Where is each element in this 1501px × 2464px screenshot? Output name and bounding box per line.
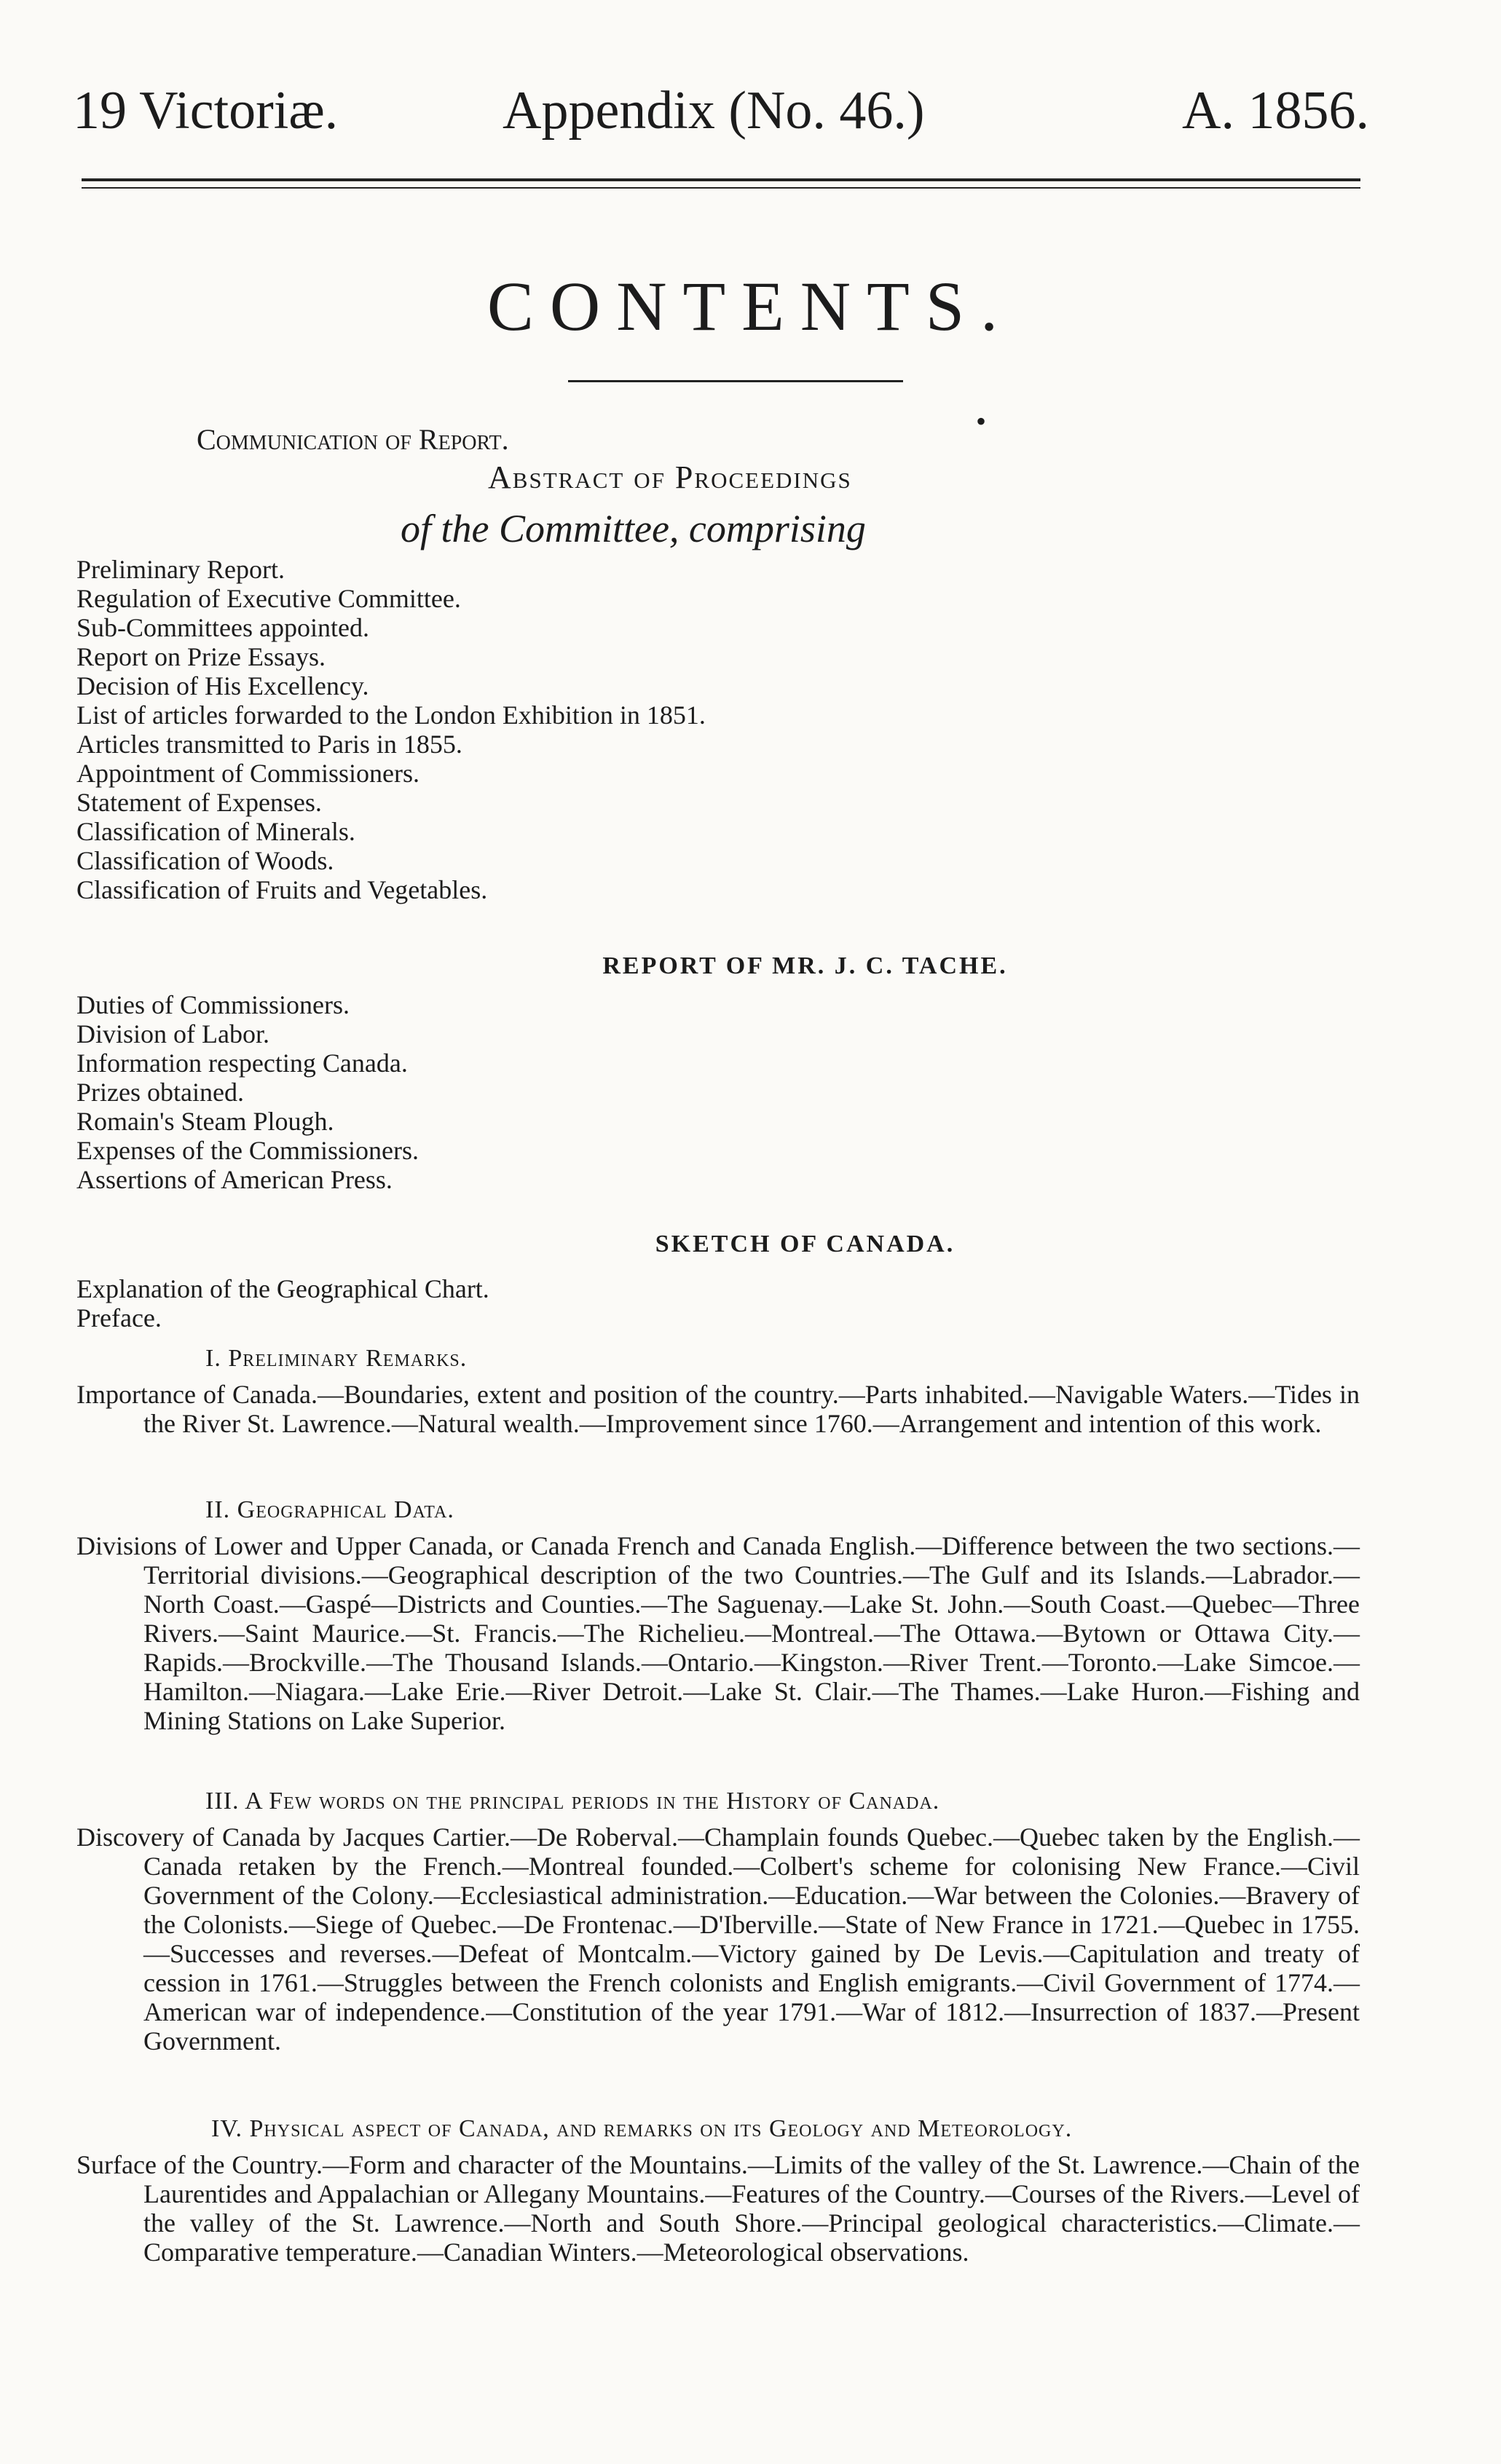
list-item: Expenses of the Commissioners. — [76, 1136, 419, 1165]
list-item: Decision of His Excellency. — [76, 671, 369, 700]
page-title: CONTENTS. — [486, 267, 1015, 345]
abstract-heading: Abstract of Proceedings — [488, 459, 852, 495]
list-item: Information respecting Canada. — [76, 1049, 408, 1078]
header-rule-thick — [82, 178, 1360, 181]
header-year: A. 1856. — [1182, 81, 1369, 141]
list-item: Classification of Minerals. — [76, 817, 355, 846]
list-item: Classification of Woods. — [76, 846, 334, 875]
header-session: 19 Victoriæ. — [73, 81, 339, 141]
list-item: Appointment of Commissioners. — [76, 759, 419, 788]
section-heading-history: III. A Few words on the principal periods in the History of Canada. — [205, 1788, 940, 1815]
title-rule — [568, 380, 903, 382]
page-header — [73, 80, 1369, 146]
section-body-history: Discovery of Canada by Jacques Cartier.—De Roberval.—Champlain founds Quebec.—Quebec taken by the English.—Canada retaken by the French.—Montreal founded.—Colbert's scheme for colonising New France.—Civil Government of the Colony.—Ecclesiastical administration.—Education.—War between the Colonies.—Bravery of the Colonists.—Siege of Quebec.—De Frontenac.—D'Iberville.—State of New France in 1721.—Quebec in 1755.—Successes and reverses.—Defeat of Montcalm.—Victory gained by De Levis.—Capitulation and treaty of cession in 1761.—Struggles between the French colonists and English emigrants.—Civil Government of 1774.—American war of independence.—Constitution of the year 1791.—War of 1812.—Insurrection of 1837.—Present Government. — [76, 1823, 1360, 2056]
list-item: Romain's Steam Plough. — [76, 1107, 334, 1136]
ornament-dot: • — [976, 405, 987, 438]
proceedings-list — [76, 555, 706, 904]
list-item: Explanation of the Geographical Chart. — [76, 1274, 489, 1303]
section-body-geographical: Divisions of Lower and Upper Canada, or Canada French and Canada English.—Difference between the two sections.—Territorial divisions.—Geographical description of the two Countries.—The Gulf and its Islands.—Labrador.—North Coast.—Gaspé—Districts and Counties.—The Saguenay.—Lake St. John.—South Coast.—Quebec—Three Rivers.—Saint Maurice.—St. Francis.—The Richelieu.—Montreal.—The Ottawa.—Bytown or Ottawa City.—Rapids.—Brockville.—The Thousand Islands.—Ontario.—Kingston.—River Trent.—Toronto.—Lake Simcoe.—Hamilton.—Niagara.—Lake Erie.—River Detroit.—Lake St. Clair.—The Thames.—Lake Huron.—Fishing and Mining Stations on Lake Superior. — [76, 1531, 1360, 1735]
section-body-physical: Surface of the Country.—Form and character of the Mountains.—Limits of the valley of the St. Lawrence.—Chain of the Laurentides and Appalachian or Allegany Mountains.—Features of the Country.—Courses of the Rivers.—Level of the valley of the St. Lawrence.—North and South Shore.—Principal geological characteristics.—Climate.—Comparative temperature.—Canadian Winters.—Meteorological observations. — [76, 2150, 1360, 2267]
sketch-list — [76, 1274, 489, 1332]
list-item: List of articles forwarded to the London Exhibition in 1851. — [76, 700, 706, 730]
list-item: Report on Prize Essays. — [76, 642, 326, 671]
sketch-heading: SKETCH OF CANADA. — [655, 1231, 956, 1257]
section-heading-geographical: II. Geographical Data. — [205, 1496, 454, 1523]
list-item: Duties of Commissioners. — [76, 990, 350, 1019]
list-item: Preliminary Report. — [76, 555, 285, 584]
list-item: Prizes obtained. — [76, 1078, 244, 1107]
section-body-preliminary: Importance of Canada.—Boundaries, extent and position of the country.—Parts inhabited.—Navigable Waters.—Tides in the River St. Lawrence.—Natural wealth.—Improvement since 1760.—Arrangement and intention of this work. — [76, 1380, 1360, 1438]
section-heading-physical: IV. Physical aspect of Canada, and remarks on its Geology and Meteorology. — [211, 2115, 1073, 2142]
header-appendix: Appendix (No. 46.) — [503, 81, 925, 141]
list-item: Articles transmitted to Paris in 1855. — [76, 730, 462, 759]
communication-heading: Communication of Report. — [197, 423, 509, 456]
committee-heading: of the Committee, comprising — [401, 507, 866, 550]
section-heading-preliminary: I. Preliminary Remarks. — [205, 1345, 468, 1372]
tache-list — [76, 990, 419, 1194]
list-item: Sub-Committees appointed. — [76, 613, 369, 642]
list-item: Division of Labor. — [76, 1019, 269, 1049]
list-item: Preface. — [76, 1303, 162, 1332]
list-item: Classification of Fruits and Vegetables. — [76, 875, 488, 904]
list-item: Regulation of Executive Committee. — [76, 584, 461, 613]
tache-report-heading: REPORT OF MR. J. C. TACHE. — [602, 952, 1008, 979]
header-rule-thin — [82, 187, 1360, 189]
list-item: Assertions of American Press. — [76, 1165, 393, 1194]
list-item: Statement of Expenses. — [76, 788, 322, 817]
